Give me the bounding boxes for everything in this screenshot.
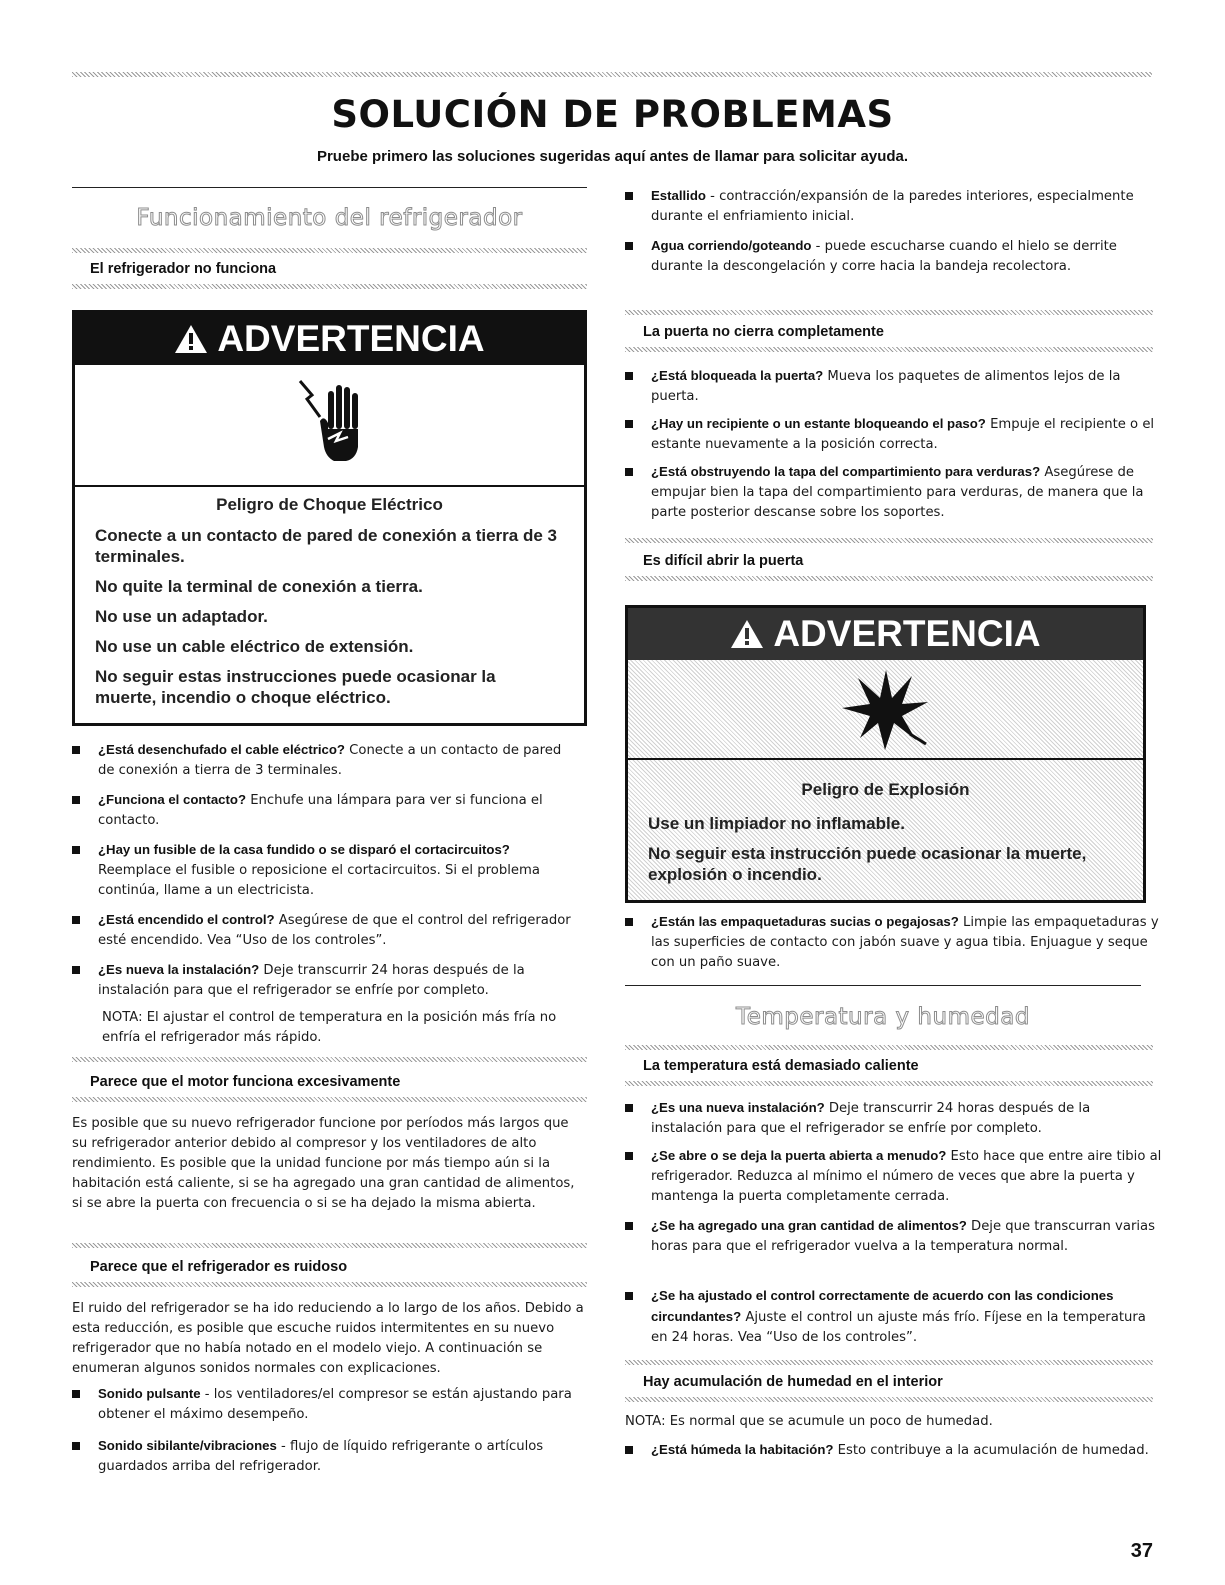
list-item: Estallido - contracción/expansión de la paredes interiores, especialmente durante el enfriamiento inicial. bbox=[625, 186, 1156, 227]
warning-lines bbox=[648, 813, 1129, 894]
warning-lines bbox=[95, 525, 570, 717]
list-item: ¿Hay un fusible de la casa fundido o se disparó el cortacircuitos? Reemplace el fusible o reposicione el cortacircuitos. Si el problema continúa, llame a un electricista. bbox=[72, 840, 578, 901]
list-item: ¿Funciona el contacto? Enchufe una lámpara para ver si funciona el contacto. bbox=[72, 790, 578, 831]
warning-banner bbox=[628, 608, 1143, 660]
list-item: ¿Es una nueva instalación? Deje transcurrir 24 horas después de la instalación para que el refrigerador se enfríe por completo. bbox=[625, 1098, 1163, 1139]
warning-box-explosion bbox=[625, 605, 1146, 903]
list-item: Sonido sibilante/vibraciones - flujo de líquido refrigerante o artículos guardados arriba del refrigerador. bbox=[72, 1436, 583, 1477]
warning-banner-label: ADVERTENCIA bbox=[217, 318, 485, 359]
paragraph-motor: Es posible que su nuevo refrigerador funcione por períodos más largos que su refrigerador anterior debido al compresor y los ventiladores de alto rendimiento. Es posible que la unidad funcione por más tiempo aún si la habitación está caliente, si se ha agregado una gran cantidad de alimentos, si se abre la puerta con frecuencia o si se ha dejado la misma abierta. bbox=[72, 1116, 575, 1211]
subhead-rule bbox=[625, 1045, 1153, 1050]
list-item: Sonido pulsante - los ventiladores/el compresor se están ajustando para obtener el máximo desempeño. bbox=[72, 1384, 583, 1425]
warning-triangle-icon bbox=[174, 318, 217, 359]
list-item: ¿Hay un recipiente o un estante bloqueando el paso? Empuje el recipiente o el estante nuevamente a la posición correcta. bbox=[625, 414, 1163, 455]
section-rule bbox=[72, 187, 587, 188]
subhead-rule bbox=[625, 576, 1153, 581]
subhead-rule bbox=[72, 284, 587, 289]
section-title-funcionamiento: Funcionamiento del refrigerador bbox=[136, 205, 523, 231]
note-text: NOTA: El ajustar el control de temperatura en la posición más fría no enfría el refrigerador más rápido. bbox=[102, 1010, 557, 1045]
list-item: ¿Está húmeda la habitación? Esto contribuye a la acumulación de humedad. bbox=[625, 1440, 1163, 1461]
section-title-temperatura: Temperatura y humedad bbox=[736, 1004, 1030, 1030]
warning-banner-label: ADVERTENCIA bbox=[773, 613, 1041, 654]
subheading-no-funciona: El refrigerador no funciona bbox=[90, 261, 277, 277]
subhead-rule bbox=[72, 1282, 587, 1287]
warning-line: No use un cable eléctrico de extensión. bbox=[95, 637, 414, 656]
page-subtitle: Pruebe primero las soluciones sugeridas aquí antes de llamar para solicitar ayuda. bbox=[316, 148, 909, 165]
subhead-rule bbox=[72, 248, 587, 253]
warning-line: No quite la terminal de conexión a tierra. bbox=[95, 577, 423, 596]
warning-heading: Peligro de Explosión bbox=[801, 780, 970, 799]
warning-picture-area bbox=[628, 660, 1143, 760]
subhead-rule bbox=[72, 1097, 587, 1102]
list-item: ¿Se ha ajustado el control correctamente de acuerdo con las condiciones circundantes? Ajuste el control un ajuste más frío. Fíjese en la temperatura en 24 horas. Vea “Uso de los controles”. bbox=[625, 1286, 1163, 1348]
subhead-rule bbox=[625, 1397, 1153, 1402]
electric-shock-hand-icon bbox=[298, 377, 368, 472]
subheading-humedad: Hay acumulación de humedad en el interior bbox=[643, 1374, 943, 1390]
warning-line: No seguir esta instrucción puede ocasionar la muerte, explosión o incendio. bbox=[648, 844, 1087, 884]
warning-line: Conecte a un contacto de pared de conexión a tierra de 3 terminales. bbox=[95, 526, 557, 566]
section-rule bbox=[625, 985, 1141, 986]
subhead-rule bbox=[625, 310, 1153, 315]
subheading-temperatura-caliente: La temperatura está demasiado caliente bbox=[643, 1058, 919, 1074]
list-item: ¿Se abre o se deja la puerta abierta a menudo? Esto hace que entre aire tibio al refrigerador. Reduzca al mínimo el número de veces que abre la puerta y mantenga la puerta completamente cerrada. bbox=[625, 1146, 1163, 1207]
note-text: NOTA: Es normal que se acumule un poco de humedad. bbox=[625, 1414, 993, 1429]
list-item: ¿Es nueva la instalación? Deje transcurrir 24 horas después de la instalación para que el refrigerador se enfríe por completo. bbox=[72, 960, 578, 1001]
warning-line: No use un adaptador. bbox=[95, 607, 268, 626]
list-item: ¿Se ha agregado una gran cantidad de alimentos? Deje que transcurran varias horas para que el refrigerador vuelva a la temperatura normal. bbox=[625, 1216, 1163, 1257]
subhead-rule bbox=[72, 1057, 587, 1062]
warning-picture-area bbox=[75, 365, 584, 487]
page-title: SOLUCIÓN DE PROBLEMAS bbox=[331, 93, 894, 136]
subheading-motor: Parece que el motor funciona excesivamente bbox=[90, 1074, 401, 1090]
subhead-rule bbox=[625, 1081, 1153, 1086]
warning-heading: Peligro de Choque Eléctrico bbox=[216, 495, 443, 514]
subhead-rule bbox=[625, 538, 1153, 543]
list-item: Agua corriendo/goteando - puede escucharse cuando el hielo se derrite durante la descongelación y corre hacia la bandeja recolectora. bbox=[625, 236, 1156, 277]
subheading-dificil-abrir: Es difícil abrir la puerta bbox=[643, 553, 804, 569]
warning-triangle-icon bbox=[730, 613, 773, 654]
warning-line: Use un limpiador no inflamable. bbox=[648, 814, 905, 833]
list-item: ¿Están las empaquetaduras sucias o pegajosas? Limpie las empaquetaduras y las superficies de contacto con jabón suave y agua tibia. Enjuague y seque con un paño suave. bbox=[625, 912, 1163, 973]
top-rule bbox=[72, 72, 1152, 77]
paragraph-ruidoso: El ruido del refrigerador se ha ido reduciendo a lo largo de los años. Debido a esta reducción, es posible que escuche ruidos intermitentes en su nuevo refrigerador que no había notado en el modelo viejo. A continuación se enumeran algunos sonidos normales con explicaciones. bbox=[72, 1301, 584, 1376]
subhead-rule bbox=[625, 347, 1153, 352]
list-item: ¿Está desenchufado el cable eléctrico? Conecte a un contacto de pared de conexión a tierra de 3 terminales. bbox=[72, 740, 578, 781]
subheading-ruidoso: Parece que el refrigerador es ruidoso bbox=[90, 1259, 348, 1275]
warning-line: No seguir estas instrucciones puede ocasionar la muerte, incendio o choque eléctrico. bbox=[95, 667, 496, 707]
warning-box-shock bbox=[72, 310, 587, 726]
list-item: ¿Está bloqueada la puerta? Mueva los paquetes de alimentos lejos de la puerta. bbox=[625, 366, 1163, 407]
page-number: 37 bbox=[1130, 1540, 1153, 1562]
warning-banner bbox=[75, 313, 584, 365]
list-item: ¿Está encendido el control? Asegúrese de que el control del refrigerador esté encendido. Vea “Uso de los controles”. bbox=[72, 910, 578, 951]
explosion-icon bbox=[840, 668, 930, 753]
subhead-rule bbox=[72, 1243, 587, 1248]
subhead-rule bbox=[625, 1360, 1153, 1365]
subheading-puerta-no-cierra: La puerta no cierra completamente bbox=[643, 324, 884, 340]
list-item: ¿Está obstruyendo la tapa del compartimiento para verduras? Asegúrese de empujar bien la tapa del compartimiento para verduras, de manera que la parte posterior descanse sobre los soportes. bbox=[625, 462, 1163, 523]
